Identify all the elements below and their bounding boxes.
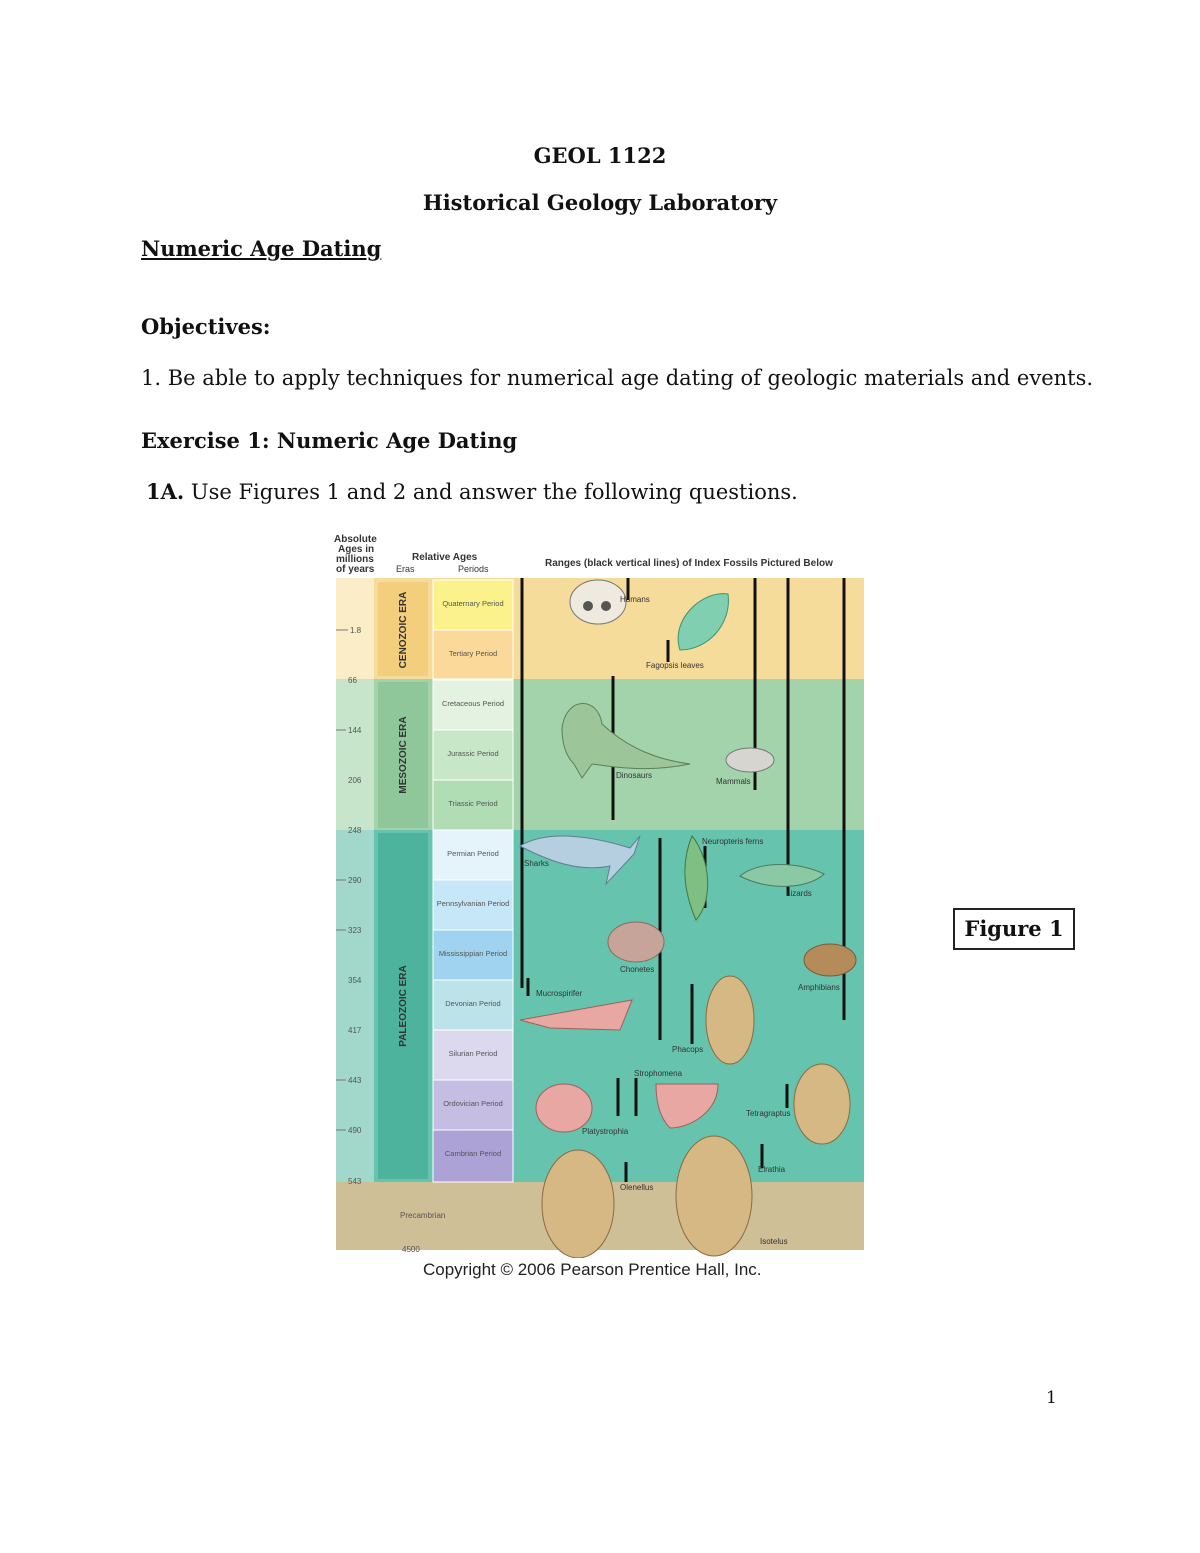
period-triassic: Triassic Period xyxy=(448,799,498,808)
period-silurian: Silurian Period xyxy=(448,1049,498,1058)
figure-copyright: Copyright © 2006 Pearson Prentice Hall, Inc. xyxy=(423,1260,762,1279)
period-jurassic: Jurassic Period xyxy=(447,749,499,758)
section-title: Numeric Age Dating xyxy=(141,236,382,261)
geologic-time-chart xyxy=(330,528,870,1258)
age-144: 144 xyxy=(348,726,362,735)
course-title: GEOL 1122 xyxy=(533,143,667,168)
fossil-chonetes: Chonetes xyxy=(620,965,655,974)
exercise-part xyxy=(146,479,798,504)
age-206: 206 xyxy=(348,776,362,785)
abs-age-header-3: millions xyxy=(336,554,374,565)
fossil-platystrophia: Platystrophia xyxy=(582,1127,629,1136)
age-354: 354 xyxy=(348,976,362,985)
fossil-amphibians: Amphibians xyxy=(798,983,840,992)
figure-label: Figure 1 xyxy=(953,908,1075,950)
fossil-isotelus: Isotelus xyxy=(760,1237,788,1246)
age-4500: 4500 xyxy=(402,1245,420,1254)
age-490: 490 xyxy=(348,1126,362,1135)
age-66: 66 xyxy=(348,676,357,685)
tetragraptus-icon xyxy=(794,1064,850,1144)
period-mississippian: Mississippian Period xyxy=(438,949,508,958)
age-323: 323 xyxy=(348,926,362,935)
part-label: 1A. xyxy=(146,479,185,504)
fossil-neuropteris: Neuropteris ferns xyxy=(702,837,764,846)
platystrophia-icon xyxy=(536,1084,592,1132)
precambrian-label: Precambrian xyxy=(400,1211,446,1220)
era-mesozoic: MESOZOIC ERA xyxy=(398,716,409,794)
abs-age-header-1: Absolute xyxy=(334,534,377,545)
age-543: 543 xyxy=(348,1177,362,1186)
period-quaternary: Quaternary Period xyxy=(442,599,504,608)
age-417: 417 xyxy=(348,1026,362,1035)
periods-header: Periods xyxy=(458,564,489,574)
fossil-mammals: Mammals xyxy=(716,777,751,786)
fossil-humans: Humans xyxy=(620,595,650,604)
fossil-phacops: Phacops xyxy=(672,1045,704,1054)
mammal-icon xyxy=(726,748,774,772)
page-number: 1 xyxy=(1046,1388,1057,1408)
elrathia-icon xyxy=(676,1136,752,1256)
period-cambrian: Cambrian Period xyxy=(444,1149,502,1158)
period-ordovician: Ordovician Period xyxy=(443,1099,503,1108)
age-248: 248 xyxy=(348,826,362,835)
fossil-mucrospirifer: Mucrospirifer xyxy=(536,989,583,998)
period-cretaceous: Cretaceous Period xyxy=(441,699,505,708)
fossil-lizards: Lizards xyxy=(786,889,812,898)
fossil-strophomena: Strophomena xyxy=(634,1069,683,1078)
period-pennsylvanian: Pennsylvanian Period xyxy=(436,899,510,908)
exercise-heading: Exercise 1: Numeric Age Dating xyxy=(141,428,518,453)
fossil-sharks: Sharks xyxy=(524,859,549,868)
relative-ages-header: Relative Ages xyxy=(412,552,478,563)
lab-title: Historical Geology Laboratory xyxy=(422,190,778,215)
part-text: Use Figures 1 and 2 and answer the following questions. xyxy=(190,480,798,504)
skull-icon xyxy=(570,580,626,624)
age-1-8: 1.8 xyxy=(350,626,362,635)
amphibian-icon xyxy=(804,944,856,976)
chonetes-icon xyxy=(608,922,664,962)
period-tertiary: Tertiary Period xyxy=(448,649,498,658)
eras-header: Eras xyxy=(396,564,415,574)
age-col-mesozoic xyxy=(336,679,374,830)
abs-age-header-2: Ages in xyxy=(338,544,375,555)
fossil-tetragraptus: Tetragraptus xyxy=(746,1109,791,1118)
abs-age-header-4: of years xyxy=(336,564,375,575)
period-devonian: Devonian Period xyxy=(445,999,501,1008)
age-290: 290 xyxy=(348,876,362,885)
ranges-header: Ranges (black vertical lines) of Index Fossils Pictured Below xyxy=(545,558,833,569)
age-443: 443 xyxy=(348,1076,362,1085)
phacops-icon xyxy=(706,976,754,1064)
fossil-dinosaurs: Dinosaurs xyxy=(616,771,653,780)
fossil-olenellus: Olenellus xyxy=(620,1183,654,1192)
olenellus-icon xyxy=(542,1150,614,1258)
era-cenozoic: CENOZOIC ERA xyxy=(398,591,409,669)
fossil-fagopsis: Fagopsis leaves xyxy=(646,661,704,670)
period-permian: Permian Period xyxy=(447,849,499,858)
era-paleozoic: PALEOZOIC ERA xyxy=(398,965,409,1047)
objectives-heading: Objectives: xyxy=(141,314,271,339)
objective-item-1: 1. Be able to apply techniques for numerical age dating of geologic materials and events. xyxy=(141,366,1094,390)
fossil-elrathia: Elrathia xyxy=(758,1165,786,1174)
